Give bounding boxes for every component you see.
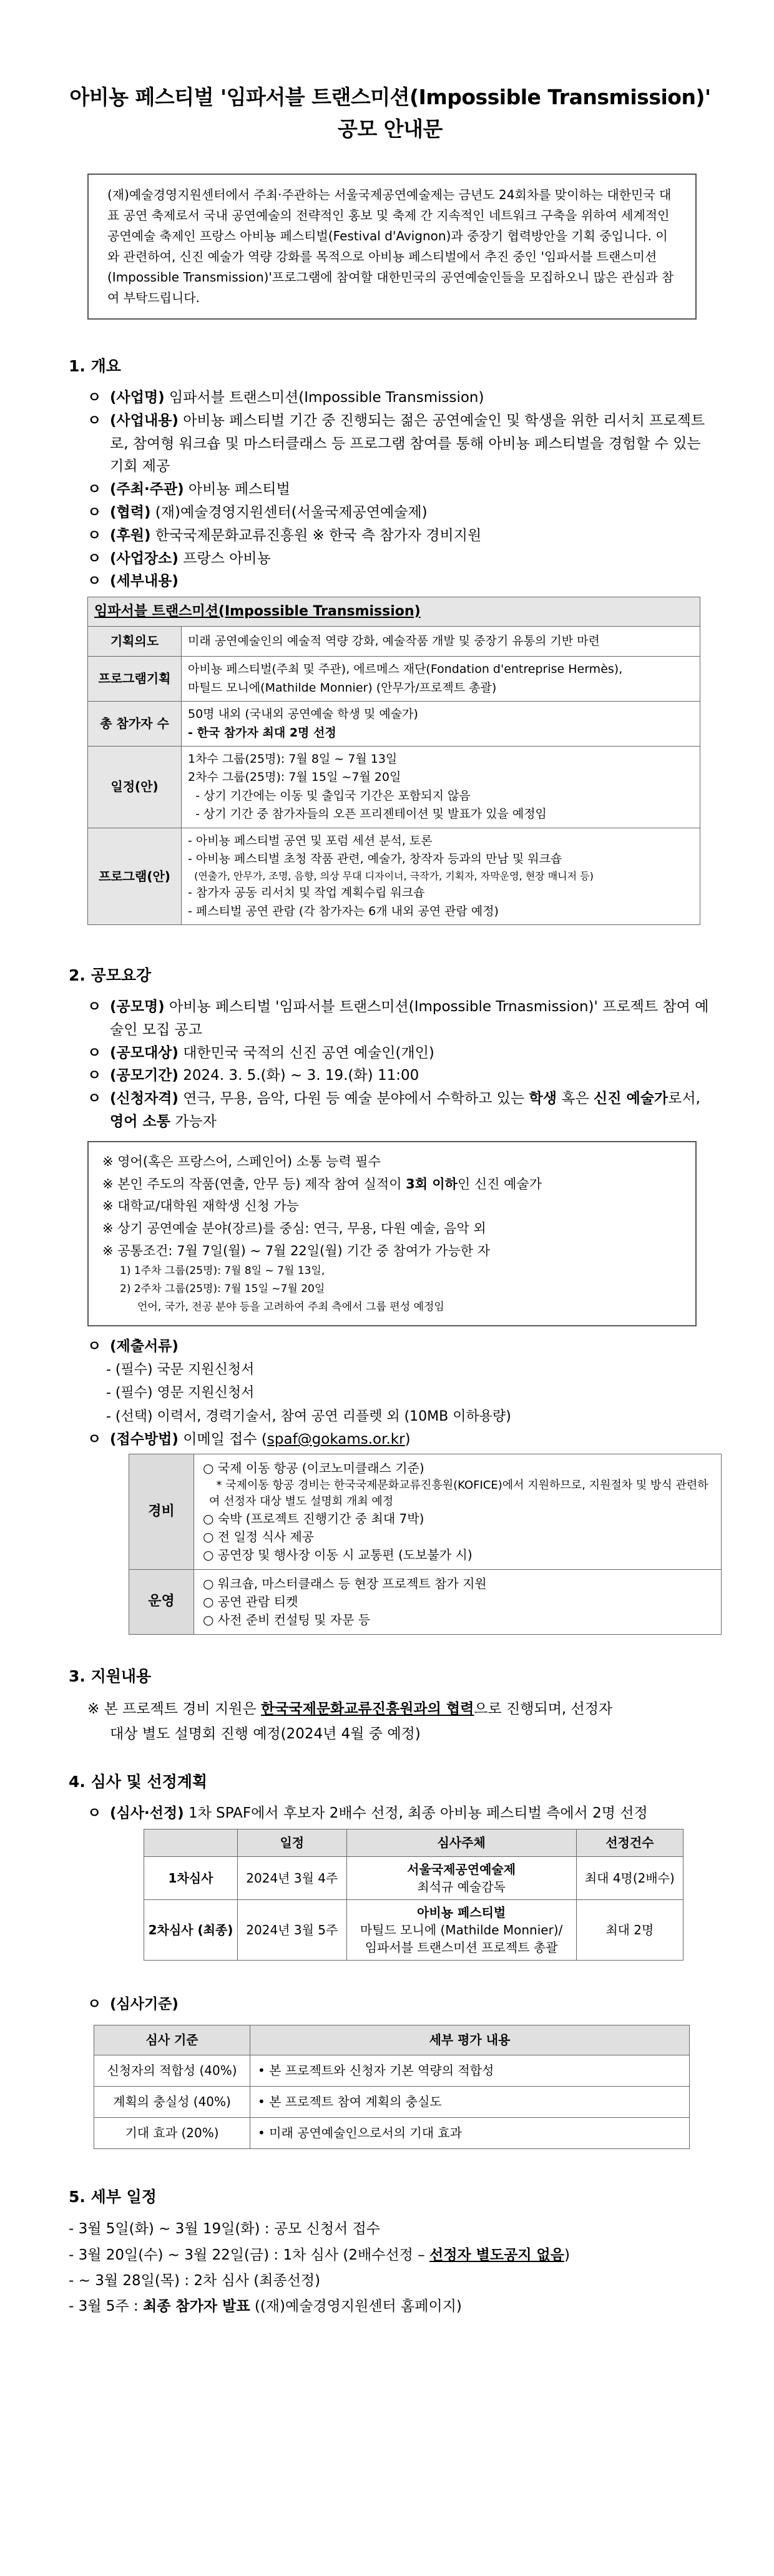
table-row [88,702,700,747]
review-org-line: 마틸드 모니에 (Mathilde Monnier)/ [360,1922,563,1937]
docs-list [69,1358,712,1428]
item-value: 아비뇽 페스티벌 기간 중 진행되는 젊은 공연예술인 및 학생을 위한 리서치 프로젝트로, 참여형 워크숍 및 마스터클래스 등 프로그램 참여를 통해 아비뇽 페스티벌을 경험할 수 있는 기회 제공 [110,412,705,475]
item-label: (협력) [110,504,151,521]
item-value: 임파서블 트랜스미션(Impossible Transmission) [164,389,484,406]
detail-table [87,597,700,925]
apply-email-link[interactable]: spaf@gokams.or.kr [267,1431,405,1447]
item-label: (후원) [110,527,151,544]
table-row [88,657,700,702]
item-value: 대한민국 국적의 신진 공연 예술인(개인) [178,1044,434,1061]
review-count: 최대 4명(2배수) [576,1856,683,1899]
section-4-title: 4. 심사 및 선정계획 [69,1773,208,1791]
item-label: (공모기간) [110,1067,179,1084]
table-line: 50명 내외 (국내외 공연예술 학생 및 예술가) [188,707,418,722]
item-value: 한국국제문화교류진흥원 ※ 한국 측 참가자 경비지원 [150,527,482,544]
item-text [110,1064,712,1087]
item-label: (세부내용) [110,573,179,590]
doc-item: - (선택) 이력서, 경력기술서, 참여 공연 리플렛 외 (10MB 이하용량) [106,1408,511,1424]
table-line: 아비뇽 페스티벌(주최 및 주관), 에르메스 재단(Fondation d'entreprise Hermès), [188,662,623,677]
schedule-line: - 3월 5주 : 최종 참가자 발표 ((재)예술경영지원센터 홈페이지) [69,2298,462,2315]
table-line: - 아비뇽 페스티벌 공연 및 포럼 세션 분석, 토론 [188,833,433,848]
review-name: 1차심사 [144,1856,238,1899]
doc-item: - (필수) 영문 지원신청서 [106,1385,255,1401]
item-value: 아비뇽 페스티벌 '임파서블 트랜스미션(Impossible Trnasmission)' 프로젝트 참여 예술인 모집 공고 [110,999,709,1038]
item-text [110,547,712,571]
review-org-title: 아비뇽 페스티벌 [417,1904,506,1920]
table-row [94,2117,690,2148]
review-org [346,1856,576,1899]
support-note: ※ 본 프로젝트 경비 지원은 한국국제문화교류진흥원과의 협력으로 진행되며, 선정자 [87,1700,613,1717]
list-item [87,386,712,409]
table-line: - 한국 참가자 최대 2명 선정 [188,725,336,740]
budget-line: ○ 워크숍, 마스터클래스 등 현장 프로젝트 참가 지원 [203,1575,487,1591]
criteria-name: 신청자의 적합성 (40%) [94,2055,250,2086]
criteria-item: ㅇ (심사기준) [87,1996,179,2012]
review-header: 심사주체 [346,1829,576,1856]
item-label: (공모명) [110,999,165,1016]
bullet-mark: ㅇ [87,481,102,498]
requirements-box: ※ 영어(혹은 프랑스어, 스페인어) 소통 능력 필수 ※ 본인 주도의 작품(연출, 안무 등) 제작 참여 실적이 3회 이하인 신진 예술가 ※ 대학교/대학원 재학생 신청 가능 ※ 상기 공연예술 분야(장르)를 중심: 연극, 무용, 다원 예술, 음악 외 ※ 공통조건: 7월 7일(월) ~ 7월 22일(월) 기간 중 참여가 가능한 자 1) 1주차 그룹(25명): 7월 8일 ~ 7월 13일, 2) 2주차 그룹(25명): 7월 15일 ~7월 20일 언어, 국가, 전공 분야 등을 고려하여 주최 측에서 그룹 편성 예정임 [87,1141,697,1326]
table-value-cell [182,828,700,925]
budget-th-operation: 운영 [129,1569,194,1634]
criteria-detail: • 본 프로젝트와 신청자 기본 역량의 적합성 [250,2055,690,2086]
table-value-cell [182,627,700,657]
list-item [87,478,712,501]
table-header-cell: 기획의도 [88,627,182,657]
item-label: (사업장소) [110,550,179,567]
item-text [110,409,712,478]
bullet-mark: ㅇ [87,412,102,429]
section-2-title: 2. 공모요강 [69,966,152,985]
item-label: (사업내용) [110,412,179,429]
criteria-header: 세부 평가 내용 [250,2025,690,2055]
review-date: 2024년 3월 5주 [238,1899,347,1960]
list-item [87,570,712,593]
qualification-item: ㅇ (신청자격) 연극, 무용, 음악, 다원 등 예술 분야에서 수학하고 있는 학생 혹은 신진 예술가로서, 영어 소통 가능자 [87,1090,700,1130]
section-1-items [69,386,712,593]
table-row [94,2055,690,2086]
table-line: 2차수 그룹(25명): 7월 15일 ~7월 20일 [188,770,401,785]
schedule-line: - 3월 20일(수) ~ 3월 22일(금) : 1차 심사 (2배수선정 – 선정자 별도공지 없음) [69,2246,570,2263]
section-1-title: 1. 개요 [69,357,121,376]
page-title: 아비뇽 페스티벌 '임파서블 트랜스미션(Impossible Transmission)' 공모 안내문 [69,85,711,142]
table-header-cell: 총 참가자 수 [88,702,182,747]
list-item [87,1042,712,1065]
review-count: 최대 2명 [576,1899,683,1960]
review-date: 2024년 3월 4주 [238,1856,347,1899]
table-line: - 참가자 공동 리서치 및 작업 계획수립 워크숍 [188,886,425,900]
table-header-cell: 프로그램(안) [88,828,182,925]
budget-th-expense: 경비 [129,1454,194,1569]
item-text [110,501,712,524]
bullet-mark: ㅇ [87,527,102,544]
list-item [87,996,712,1042]
review-org [346,1899,576,1960]
review-org-title: 서울국제공연예술제 [407,1861,516,1877]
review-org-line: 최석규 예술감독 [417,1879,506,1894]
budget-line: ○ 국제 이동 항공 (이코노미클래스 기준) [203,1460,424,1476]
bullet-mark: ㅇ [87,1044,102,1061]
item-text [110,996,712,1042]
item-label: (공모대상) [110,1044,179,1061]
bullet-mark: ㅇ [87,573,102,590]
table-row [94,2086,690,2117]
review-table [144,1829,683,1961]
schedule-line: - 3월 5일(화) ~ 3월 19일(화) : 공모 신청서 접수 [69,2221,381,2238]
budget-line: * 국제이동 항공 경비는 한국국제문화교류진흥원(KOFICE)에서 지원하므로, 지원절차 및 방식 관련하여 선정자 대상 별도 설명회 개최 예정 [209,1478,708,1508]
docs-item: ㅇ (제출서류) [87,1338,179,1354]
schedule-line: - ~ 3월 28일(목) : 2차 심사 (최종선정) [69,2273,321,2290]
item-label: (주최·주관) [110,481,184,498]
table-line: - 아비뇽 페스티벌 초청 작품 관련, 예술가, 창작자 등과의 만남 및 워크숍 [188,852,562,866]
criteria-table [94,2025,690,2149]
bullet-mark: ㅇ [87,389,102,406]
table-row [144,1856,683,1899]
criteria-name: 기대 효과 (20%) [94,2117,250,2148]
table-row [88,828,700,925]
intro-text: (재)예술경영지원센터에서 주최·주관하는 서울국제공연예술제는 금년도 24회차를 맞이하는 대한민국 대표 공연 축제로서 국내 공연예술의 전략적인 홍보 및 축제 간 지속적인 네트워크 구축을 위하여 세계적인 공연예술 축제인 프랑스 아비뇽 페스티벌(Festival d'Avignon)과 중장기 협력방안을 기획 중입니다. 이와 관련하여, 신진 예술가 역량 강화를 목적으로 아비뇽 페스티벌에서 추진 중인 '임파서블 트랜스미션(Impossible Transmission)'프로그램에 참여할 대한민국의 공연예술인들을 모집하오니 많은 관심과 참여 부탁드립니다. [107,187,674,306]
budget-line: ○ 전 일정 식사 제공 [203,1529,315,1544]
table-value-cell [182,747,700,828]
review-item: ㅇ (심사·선정) 1차 SPAF에서 후보자 2배수 선정, 최종 아비뇽 페스티벌 측에서 2명 선정 [87,1805,648,1821]
intro-box [87,174,697,320]
budget-line: ○ 숙박 (프로젝트 진행기간 중 최대 7박) [203,1511,424,1526]
qualification-label: (신청자격) [110,1090,179,1107]
apply-item: ㅇ (접수방법) 이메일 접수 (spaf@gokams.or.kr) [87,1431,411,1447]
list-item [87,409,712,478]
bullet-mark: ㅇ [87,504,102,521]
table-value-cell [182,702,700,747]
bullet-mark: ㅇ [87,550,102,567]
table-value-cell [182,657,700,702]
criteria-header: 심사 기준 [94,2025,250,2055]
bullet-mark: ㅇ [87,1067,102,1084]
item-text [110,570,712,593]
budget-line: ○ 공연 관람 티켓 [203,1594,298,1609]
table-row [88,627,700,657]
table-line: - 상기 기간에는 이동 및 출입국 기간은 포함되지 않음 [188,788,471,803]
review-header: 선정건수 [576,1829,683,1856]
table-line: - 상기 기간 중 참가자들의 오픈 프리젠테이션 및 발표가 있을 예정임 [188,807,547,821]
item-value: 아비뇽 페스티벌 [184,481,290,498]
budget-operation-cell [194,1569,722,1634]
review-header [144,1829,238,1856]
criteria-detail: • 본 프로젝트 참여 계획의 충실도 [250,2086,690,2117]
item-text [110,478,712,501]
list-item [87,547,712,571]
doc-item: - (필수) 국문 지원신청서 [106,1361,255,1378]
item-value: 2024. 3. 5.(화) ~ 3. 19.(화) 11:00 [178,1067,419,1084]
table-header-cell: 일정(안) [88,747,182,828]
table-line: (연출가, 안무가, 조명, 음향, 의상 무대 디자이너, 극작가, 기획자, 자막운영, 현장 매니저 등) [188,869,594,882]
item-text [110,1042,712,1065]
table-line: 마틸드 모니에(Mathilde Monnier) (안무가/프로젝트 총괄) [188,680,497,695]
budget-line: ○ 사전 준비 컨설팅 및 자문 등 [203,1612,371,1627]
table-line: - 페스티벌 공연 관람 (각 참가자는 6개 내외 공연 관람 예정) [188,904,499,918]
budget-expense-cell [194,1454,722,1569]
table-line: 미래 공연예술인의 예술적 역량 강화, 예술작품 개발 및 중장기 유통의 기반 마련 [188,634,600,649]
item-value: (재)예술경영지원센터(서울국제공연예술제) [150,504,428,521]
list-item [87,524,712,547]
list-item [87,1064,712,1087]
section-2-items [69,996,712,1087]
bullet-mark: ㅇ [87,999,102,1016]
announcement-page: 아비뇽 페스티벌 '임파서블 트랜스미션(Impossible Transmission)' 공모 안내문 (재)예술경영지원센터에서 주최·주관하는 서울국제공연예술제는 금년도 24회차를 맞이하는 대한민국 대표 공연 축제로서 국내 공연예술의 전략적인 홍보 및 축제 간 지속적인 네트워크 구축을 위하여 세계적인 공연예술 축제인 프랑스 아비뇽 페스티벌(Festival d'Avignon)과 중장기 협력방안을 기획 중입니다. 이와 관련하여, 신진 예술가 역량 강화를 목적으로 아비뇽 페스티벌에서 추진 중인 '임파서블 트랜스미션(Impossible Transmission)'프로그램에 참여할 대한민국의 공연예술인들을 모집하오니 많은 관심과 참여 부탁드립니다. 1. 개요 ㅇ (사업명) 임파서블 트랜스미션(Impossible Transmission) ㅇ (사업내용) 아비뇽 페스티벌 기간 중 진행되는 젊은 공연예술인 및 학생을 위한 리서치 프로젝트로, 참여형 워크숍 및 마스터클래스 등 프로그램 참여를 통해 아비뇽 페스티벌을 경험할 수 있는 기회 제공 ㅇ (주최·주관) 아비뇽 페스티벌 ㅇ (협력) (재)예술경영지원센터(서울국제공연예술제) ㅇ (후원) 한국국제문화교류진흥원 ※ 한국 측 참가자 경비지원 ㅇ (사업장소) 프랑스 아비뇽 ㅇ (세부내용) 임파서블 트랜스미션(Impossible Transmission) 기획의도 미래 공연예술인의 예술적 역량 강화, 예술작품 개발 및 중장기 유통의 기반 마련 프로그램기획 아비뇽 페스티벌(주최 및 주관), 에르메스 재단(Fondation d'entreprise Hermès), 마틸드 모니에(Mathilde Monnier) (안무가/프로젝트 총괄) 총 참가자 수 50명 내외 (국내외 공연예술 학생 및 예술가) - 한국 참가자 최대 2명 선정 일정(안) 1차수 그룹(25명): 7월 8일 ~ 7월 13일 2차수 그룹(25명): 7월 15일 ~7월 20일 - 상기 기간에는 이동 및 출입국 기간은 포함되지 않음 - 상기 기간 중 참가자들의 오픈 프리젠테이션 및 발표가 있을 예정임 프로그램(안) - 아비뇽 페스티벌 공연 및 포럼 세션 분석, 토론 - 아비뇽 페스티벌 초청 작품 관련, 예술가, 창작자 등과의 만남 및 워크숍 (연출가, 안무가, 조명, 음향, 의상 무대 디자이너, 극작가, 기획자, 자막운영, 현장 매니저 등) - 참가자 공동 리서치 및 작업 계획수립 워크숍 - 페스티벌 공연 관람 (각 참가자는 6개 내외 공연 관람 예정) 2. 공모요강 ㅇ (공모명) 아비뇽 페스티벌 '임파서블 트랜스미션(Impossible Trnasmission)' 프로젝트 참여 예술인 모집 공고 ㅇ (공모대상) 대한민국 국적의 신진 공연 예술인(개인) ㅇ (공모기간) 2024. 3. 5.(화) ~ 3. 19.(화) 11:00 ㅇ (신청자격) 연극, 무용, 음악, 다원 등 예술 분야에서 수학하고 있는 학생 혹은 신진 예술가로서, 영어 소통 가능자 ※ 영어(혹은 프랑스어, 스페인어) 소통 능력 필수 ※ 본인 주도의 작품(연출, 안무 등) 제작 참여 실적이 3회 이하인 신진 예술가 ※ 대학교/대학원 재학생 신청 가능 ※ 상기 공연예술 분야(장르)를 중심: 연극, 무용, 다원 예술, 음악 외 ※ 공통조건: 7월 7일(월) ~ 7월 22일(월) 기간 중 참여가 가능한 자 1) 1주차 그룹(25명): 7월 8일 ~ 7월 13일, 2) 2주차 그룹(25명): 7월 15일 ~7월 20일 언어, 국가, 전공 분야 등을 고려하여 주최 측에서 그룹 편성 예정임 ㅇ (제출서류) - (필수) 국문 지원신청서 - (필수) 영문 지원신청서 - (선택) 이력서, 경력기술서, 참여 공연 리플렛 외 (10MB 이하용량) ㅇ (접수방법) 이메일 접수 (spaf@gokams.or.kr) 경비 ○ 국제 이동 항공 (이코노미클래스 기준) * 국제이동 항공 경비는 한국국제문화교류진흥원(KOFICE)에서 지원하므로, 지원절차 및 방식 관련하여 선정자 대상 별도 설명회 개최 예정 ○ 숙박 (프로젝트 진행기간 중 최대 7박) ○ 전 일정 식사 제공 ○ 공연장 및 행사장 이동 시 교통편 (도보불가 시) 운영 ○ 워크숍, 마스터클래스 등 현장 프로젝트 참가 지원 ○ 공연 관람 티켓 ○ 사전 준비 컨설팅 및 자문 등 3. 지원내용 ※ 본 프로젝트 경비 지원은 한국국제문화교류진흥원과의 협력으로 진행되며, 선정자 대상 별도 설명회 진행 예정(2024년 4월 중 예정) 4. 심사 및 선정계획 ㅇ (심사·선정) 1차 SPAF에서 후보자 2배수 선정, 최종 아비뇽 페스티벌 측에서 2명 선정 일정 심사주체 선정건수 1차심사 2024년 3월 4주 서울국제공연예술제 최석규 예술감독 최대 4명(2배수) 2차심사 (최종) 2024년 3월 5주 아비뇽 페스티벌 마틸드 모니에 (Mathilde Monnier)/ 임파서블 트랜스미션 프로젝트 총괄 최대 2명 ㅇ (심사기준) 심사 기준 세부 평가 내용 신청자의 적합성 (40%) • 본 프로젝트와 신청자 기본 역량의 적합성 계획의 충실성 (40%) • 본 프로젝트 참여 계획의 충실도 기대 효과 (20%) • 미래 공연예술인으로서의 기대 효과 5. 세부 일정 - 3월 5일(화) ~ 3월 19일(화) : 공모 신청서 접수 - 3월 20일(수) ~ 3월 22일(금) : 1차 심사 (2배수선정 – 선정자 별도공지 없음) - ~ 3월 28일(목) : 2차 심사 (최종선정) - 3월 5주 : 최종 참가자 발표 ((재)예술경영지원센터 홈페이지) [0,0,774,2576]
detail-table-head: 임파서블 트랜스미션(Impossible Transmission) [88,597,700,627]
list-item [87,501,712,524]
review-name: 2차심사 (최종) [144,1899,238,1960]
criteria-detail: • 미래 공연예술인으로서의 기대 효과 [250,2117,690,2148]
item-value: 프랑스 아비뇽 [178,550,271,567]
item-label: (사업명) [110,389,165,406]
criteria-name: 계획의 충실성 (40%) [94,2086,250,2117]
table-header-cell: 프로그램기획 [88,657,182,702]
review-org-line: 임파서블 트랜스미션 프로젝트 총괄 [365,1939,558,1955]
table-row [144,1899,683,1960]
item-text [110,524,712,547]
budget-table [129,1454,722,1635]
table-row [88,747,700,828]
budget-line: ○ 공연장 및 행사장 이동 시 교통편 (도보불가 시) [203,1547,473,1562]
section-5-title: 5. 세부 일정 [69,2187,157,2206]
section-3-title: 3. 지원내용 [69,1667,152,1685]
item-text [110,386,712,409]
table-line: 1차수 그룹(25명): 7월 8일 ~ 7월 13일 [188,752,398,766]
review-header: 일정 [238,1829,347,1856]
